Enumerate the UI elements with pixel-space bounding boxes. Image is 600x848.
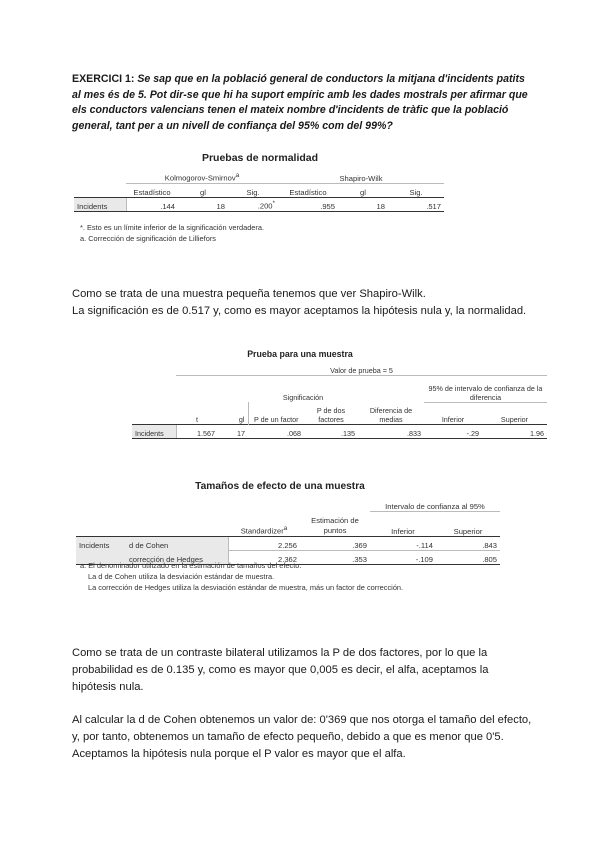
ci-header: Intervalo de confianza al 95%	[370, 498, 500, 512]
cell: 18	[178, 198, 228, 212]
cell: 1.96	[482, 425, 547, 439]
one-sample-table	[132, 362, 547, 439]
cell: .144	[126, 198, 178, 212]
footnote: La corrección de Hedges utiliza la desviación estándar de muestra, más un factor de corrección.	[88, 583, 404, 592]
cell: -.29	[424, 425, 482, 439]
header-p-two: P de dos factores	[316, 406, 346, 424]
ci-header: 95% de intervalo de confianza de la diferencia	[424, 376, 547, 403]
footnote: La d de Cohen utiliza la desviación estándar de muestra.	[88, 572, 275, 581]
cell: -.114	[370, 536, 436, 550]
header-sig: Sig.	[246, 188, 260, 197]
normality-title: Pruebas de normalidad	[201, 152, 319, 164]
header-upper: Superior	[453, 526, 483, 536]
row-sublabel: d de Cohen	[126, 536, 228, 550]
row-label: Incidents	[132, 425, 176, 439]
cell: 1.567	[176, 425, 218, 439]
row-sublabel: corrección de Hedges	[126, 550, 228, 564]
footnote: *. Esto es un límite inferior de la significación verdadera.	[80, 223, 265, 232]
sw-group-header: Shapiro-Wilk	[278, 170, 444, 184]
cell: .068	[248, 425, 304, 439]
significance-header: Significación	[282, 393, 324, 402]
table-row	[132, 425, 547, 439]
interpretation-normality	[72, 286, 532, 320]
header-t: t	[196, 415, 198, 424]
normality-table	[74, 170, 444, 212]
table-row	[76, 536, 500, 550]
effect-size-table	[76, 498, 500, 565]
paragraph: Al calcular la d de Cohen obtenemos un valor de: 0'369 que nos otorga el tamaño del efecto, y, por tanto, obtenemos un tamaño de efecto pequeño, debido a que es menor que 0'5.	[72, 714, 532, 743]
cell: 17	[218, 425, 248, 439]
exercise-label: EXERCICI 1:	[72, 73, 135, 85]
cell: 18	[338, 198, 388, 212]
cell: .843	[436, 536, 500, 550]
paragraph: Aceptamos la hipótesis nula porque el P valor es mayor que el alfa.	[72, 748, 406, 760]
effect-size-footnotes	[80, 560, 460, 593]
header-gl: gl	[238, 415, 245, 424]
cell: 2.256	[228, 536, 300, 550]
cell: .369	[300, 536, 370, 550]
row-label: Incidents	[76, 536, 126, 550]
paragraph-line: La significación es de 0.517 y, como es mayor aceptamos la hipótesis nula y, la normalidad.	[72, 305, 527, 317]
paragraph-line: Como se trata de una muestra pequeña tenemos que ver Shapiro-Wilk.	[72, 288, 426, 300]
normality-footnotes	[80, 222, 264, 244]
header-mean-diff: Diferencia de medias	[369, 406, 413, 424]
footnote: a. Corrección de significación de Lilliefors	[80, 234, 216, 243]
cell: .833	[358, 425, 424, 439]
cell: -.109	[370, 550, 436, 564]
footnote: a. El denominador utilizado en la estimación de tamaños del efecto.	[80, 561, 302, 570]
paragraph: Como se trata de un contraste bilateral utilizamos la P de dos factores, por lo que la probabilidad es de 0.135 y, como es mayor que 0,005 es decir, el alfa, aceptamos la hipótesis nula.	[72, 647, 489, 693]
one-sample-title: Prueba para una muestra	[247, 349, 353, 359]
cell: .955	[278, 198, 338, 212]
ks-group-header: Kolmogorov-Smirnov$^a$	[126, 170, 278, 184]
effect-size-title: Tamaños de efecto de una muestra	[195, 481, 365, 492]
table-row	[74, 198, 444, 212]
header-p-one: P de un factor	[248, 402, 304, 425]
cell: .135	[304, 425, 358, 439]
header-standardizer: Standardizer$^a$	[240, 524, 288, 536]
exercise-statement	[72, 72, 532, 134]
cell: 2.362	[228, 550, 300, 564]
cell: .805	[436, 550, 500, 564]
test-value-header: Valor de prueba = 5	[176, 362, 547, 376]
cell: .517	[388, 198, 444, 212]
header-statistic: Estadístico	[133, 188, 171, 197]
header-lower: Inferior	[441, 415, 465, 424]
header-sig: Sig.	[409, 188, 423, 197]
header-lower: Inferior	[391, 526, 415, 536]
cell: .200*	[228, 198, 278, 212]
header-point-estimate: Estimación de puntos	[311, 515, 359, 535]
header-upper: Superior	[500, 415, 529, 424]
exercise-text: Se sap que en la població general de conductors la mitjana d'incidents patits al mes és de 5. Pot dir-se que hi ha suport empíric amb les dades mostrals per afirmar que els conductors valencians tenen el mateix nombre d'incidents de tràfic que la població general, tant per a un nivell de confiança del 95% com del 99%?	[72, 73, 528, 132]
header-statistic: Estadístico	[289, 188, 327, 197]
row-label: Incidents	[74, 198, 126, 212]
cell: .353	[300, 550, 370, 564]
header-gl: gl	[200, 188, 206, 197]
header-gl: gl	[360, 188, 366, 197]
interpretation-test	[72, 645, 532, 763]
